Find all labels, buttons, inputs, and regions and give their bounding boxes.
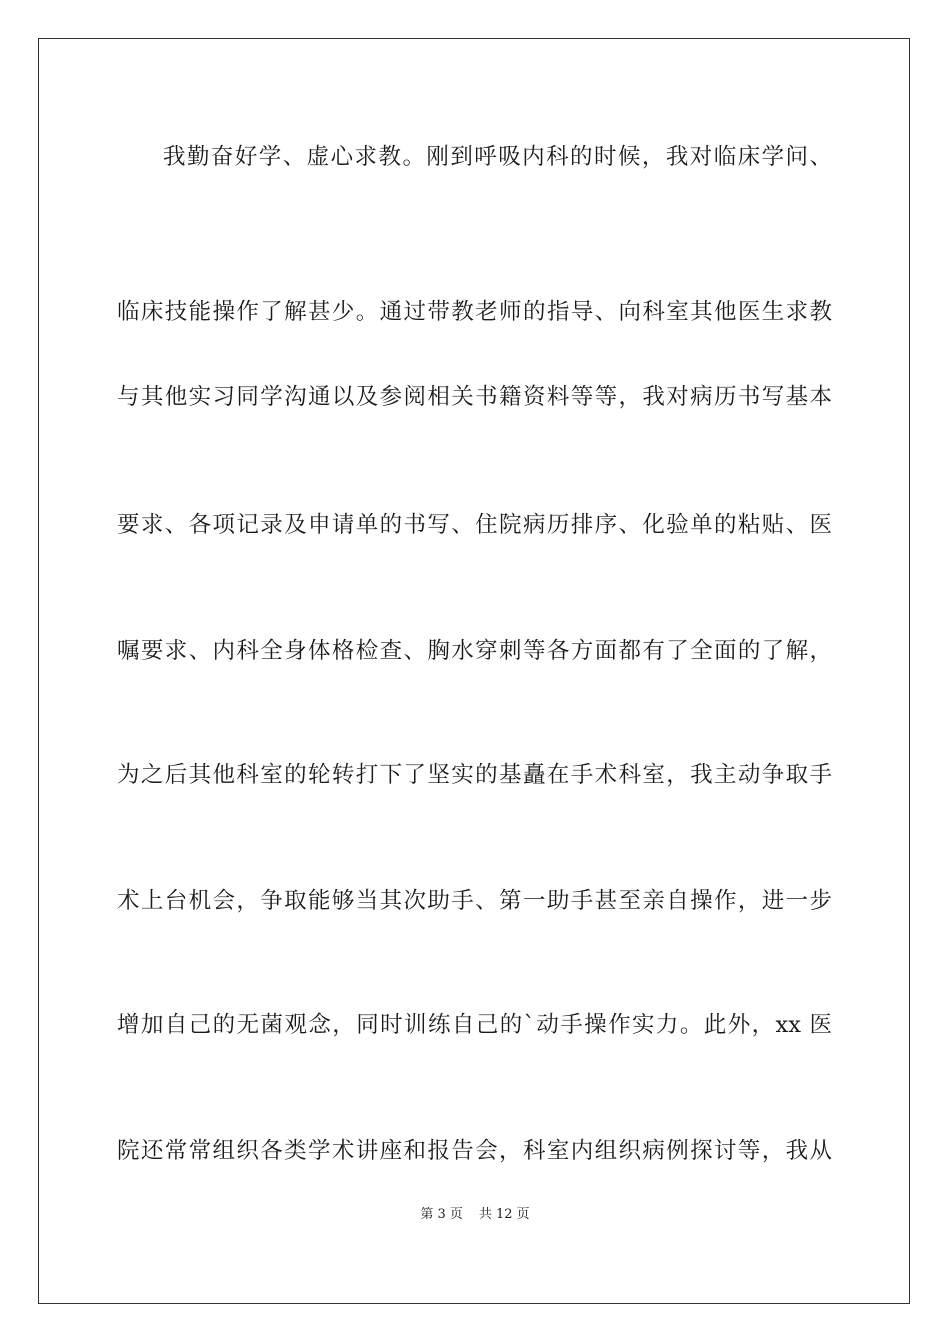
- body-line-6: 为之后其他科室的轮转打下了坚实的基矗在手术科室，我主动争取手: [117, 762, 832, 788]
- body-line-3: 与其他实习同学沟通以及参阅相关书籍资料等等，我对病历书写基本: [117, 384, 832, 410]
- body-line-2: 临床技能操作了解甚少。通过带教老师的指导、向科室其他医生求教: [117, 299, 832, 325]
- body-line-4: 要求、各项记录及申请单的书写、住院病历排序、化验单的粘贴、医: [117, 512, 832, 538]
- page-frame: [38, 38, 910, 1304]
- page-number: 第 3 页: [420, 1207, 463, 1222]
- body-line-5: 嘱要求、内科全身体格检查、胸水穿刺等各方面都有了全面的了解，: [117, 638, 832, 664]
- body-line-1: 我勤奋好学、虚心求教。刚到呼吸内科的时候，我对临床学问、: [163, 144, 832, 170]
- page-footer: [0, 1206, 950, 1224]
- page-total: 共 12 页: [478, 1207, 530, 1222]
- body-line-9: 院还常常组织各类学术讲座和报告会，科室内组织病例探讨等，我从: [117, 1138, 832, 1164]
- body-line-7: 术上台机会，争取能够当其次助手、第一助手甚至亲自操作，进一步: [117, 888, 832, 914]
- body-line-8: 增加自己的无菌观念，同时训练自己的`动手操作实力。此外，xx 医: [117, 1012, 832, 1038]
